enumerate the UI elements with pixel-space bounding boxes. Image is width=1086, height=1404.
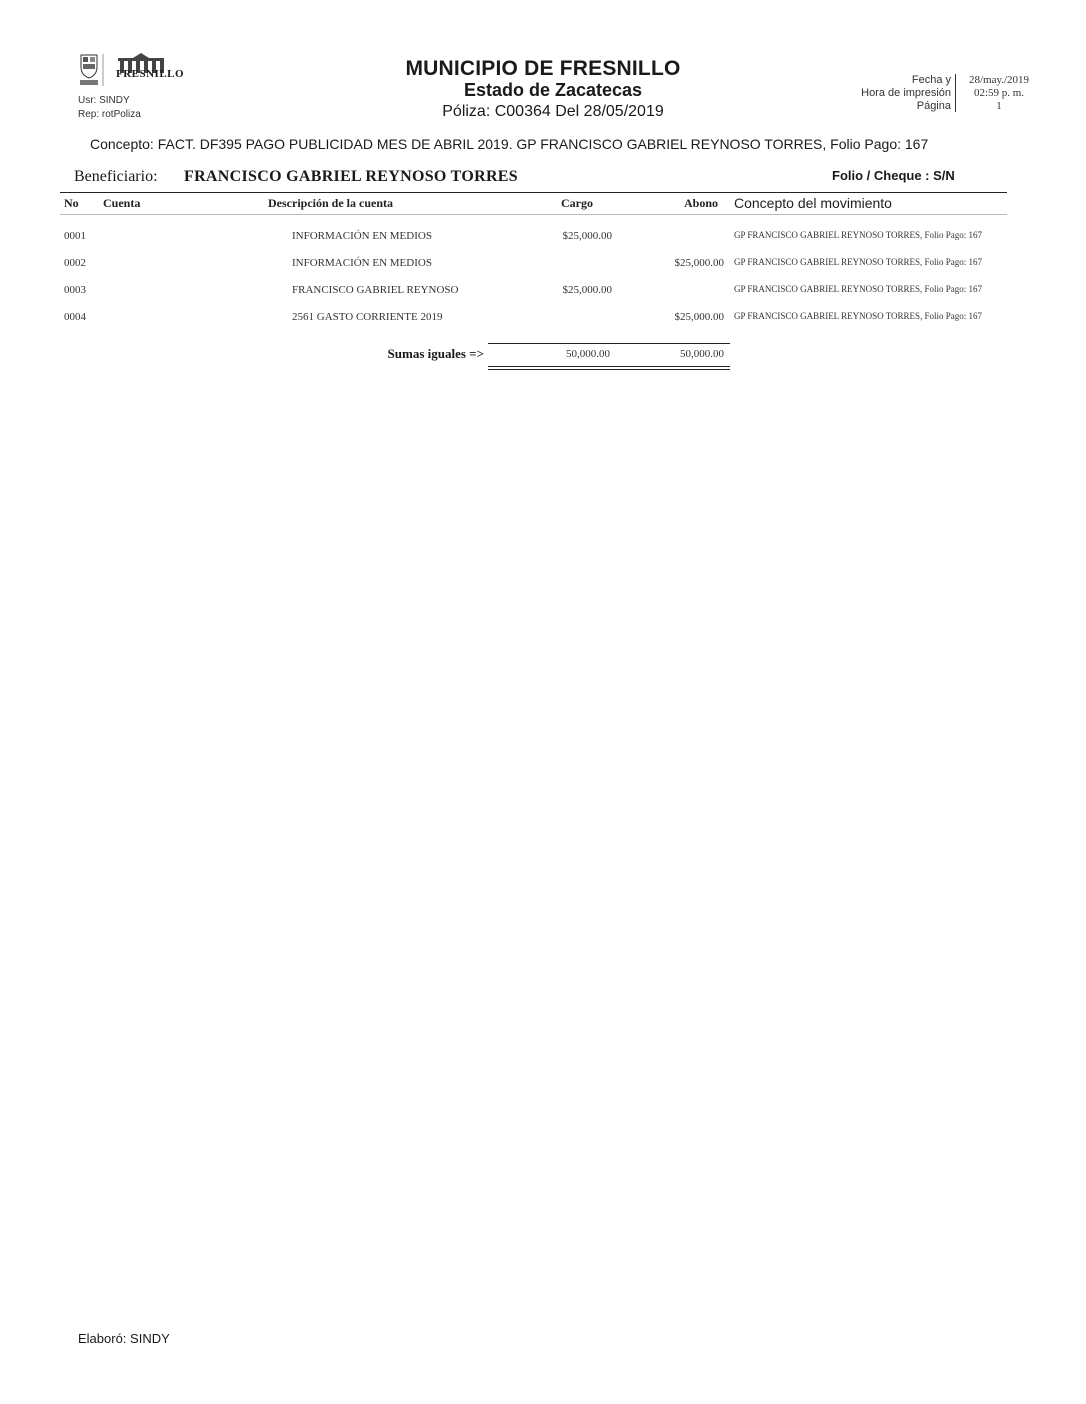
table-row [60, 228, 1007, 256]
table-header-rule [60, 214, 1007, 215]
row-no: 0002 [64, 257, 86, 269]
totals-double-rule-1 [488, 366, 730, 367]
hora-label: Hora de impresión [861, 87, 951, 99]
row-no: 0004 [64, 311, 86, 323]
header-descripcion: Descripción de la cuenta [268, 196, 393, 210]
elaborado-por: Elaboró: SINDY [78, 1331, 170, 1346]
table-row [60, 255, 1007, 283]
logo-text: FRESNILLO [116, 68, 185, 80]
row-movimiento: GP FRANCISCO GABRIEL REYNOSO TORRES, Folio Pago: 167 [734, 257, 983, 267]
header-concepto-movimiento: Concepto del movimiento [734, 195, 892, 211]
row-abono: $25,000.00 [674, 257, 724, 269]
row-descripcion: FRANCISCO GABRIEL REYNOSO [292, 284, 459, 296]
table-row [60, 309, 1007, 337]
header-cuenta: Cuenta [103, 196, 141, 210]
row-no: 0003 [64, 284, 86, 296]
report-label: Rep: rotPoliza [78, 109, 141, 120]
sumas-iguales-label: Sumas iguales => [387, 346, 484, 361]
table-top-rule [60, 192, 1007, 193]
row-descripcion: INFORMACIÓN EN MEDIOS [292, 257, 432, 269]
total-cargo: 50,000.00 [566, 348, 610, 360]
folio-cheque: Folio / Cheque : S/N [832, 168, 955, 183]
row-descripcion: 2561 GASTO CORRIENTE 2019 [292, 311, 443, 323]
row-movimiento: GP FRANCISCO GABRIEL REYNOSO TORRES, Folio Pago: 167 [734, 284, 983, 294]
totals-top-rule [488, 343, 730, 344]
hora-value: 02:59 p. m. [973, 87, 1025, 99]
header-no: No [64, 196, 79, 210]
row-movimiento: GP FRANCISCO GABRIEL REYNOSO TORRES, Folio Pago: 167 [734, 230, 983, 240]
beneficiario-name: FRANCISCO GABRIEL REYNOSO TORRES [184, 168, 518, 185]
fecha-value: 28/may./2019 [968, 74, 1030, 86]
row-movimiento: GP FRANCISCO GABRIEL REYNOSO TORRES, Folio Pago: 167 [734, 311, 983, 321]
header-cargo: Cargo [561, 196, 593, 210]
pagina-value: 1 [996, 100, 1002, 112]
row-cargo: $25,000.00 [562, 230, 612, 242]
table-row [60, 282, 1007, 310]
total-abono: 50,000.00 [680, 348, 724, 360]
header-abono: Abono [684, 196, 719, 210]
totals-double-rule-2 [488, 369, 730, 370]
user-label: Usr: SINDY [78, 95, 130, 106]
page-subtitle: Estado de Zacatecas [463, 80, 643, 100]
page-title: MUNICIPIO DE FRESNILLO [405, 57, 681, 80]
info-divider [955, 74, 956, 112]
row-abono: $25,000.00 [674, 311, 724, 323]
fecha-label: Fecha y [911, 74, 951, 86]
beneficiario-label: Beneficiario: [74, 168, 158, 185]
row-no: 0001 [64, 230, 86, 242]
row-cargo: $25,000.00 [562, 284, 612, 296]
poliza-number: Póliza: C00364 Del 28/05/2019 [442, 103, 664, 120]
row-descripcion: INFORMACIÓN EN MEDIOS [292, 230, 432, 242]
concepto-line: Concepto: FACT. DF395 PAGO PUBLICIDAD MES DE ABRIL 2019. GP FRANCISCO GABRIEL REYNOSO TORRES, Folio Pago: 167 [90, 136, 929, 152]
pagina-label: Página [916, 100, 951, 112]
